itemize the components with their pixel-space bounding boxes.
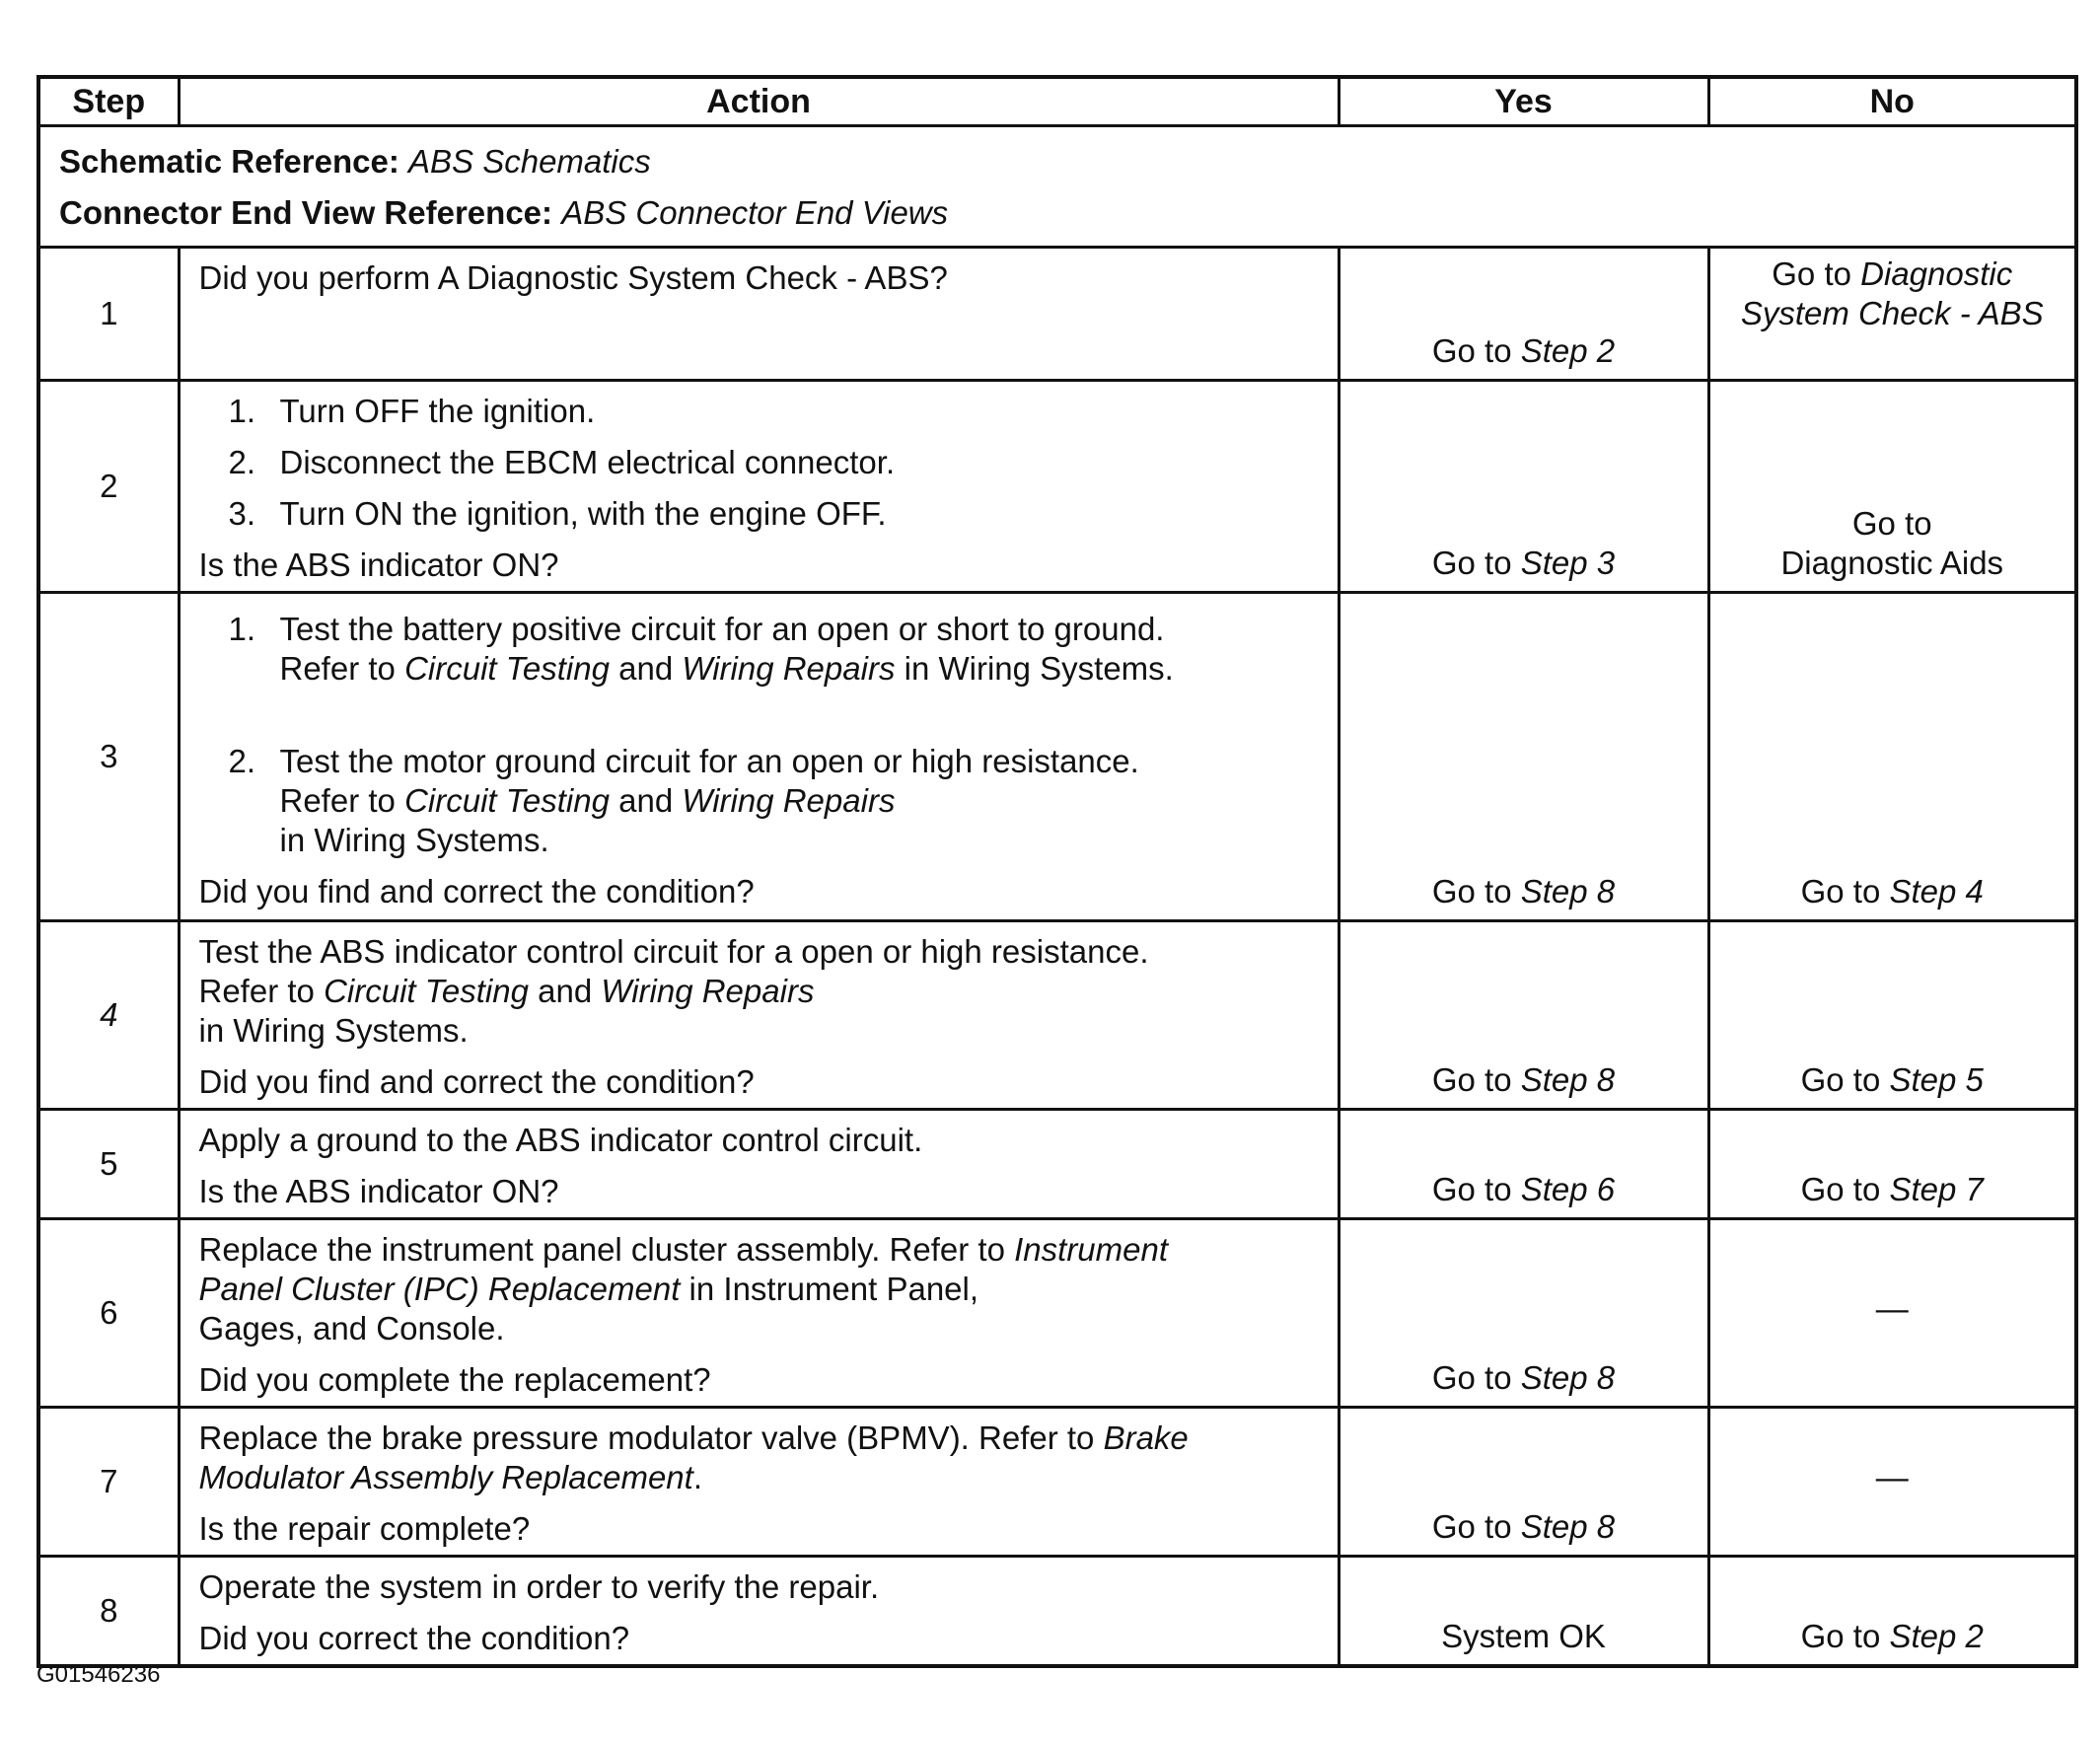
step-row (38, 1219, 2076, 1408)
no-go-to-label: Go to (1851, 505, 1932, 542)
schematic-reference (59, 136, 2056, 187)
action-cell (179, 1557, 1339, 1667)
yes-cell (1339, 248, 1708, 381)
step-number (38, 921, 179, 1110)
question-text: Is the ABS indicator ON? (198, 546, 559, 583)
list-item: 2. Disconnect the EBCM electrical connector. (228, 444, 896, 480)
yes-cell (1339, 381, 1708, 593)
go-to-label: Go to (1800, 873, 1881, 910)
yes-step-link: Step 8 (1520, 1508, 1616, 1545)
list-item-text: Turn OFF the ignition. (279, 393, 596, 429)
circuit-testing-ref: Circuit Testing (404, 650, 610, 687)
ipc-ref-part1: Instrument (1014, 1231, 1169, 1268)
step-row (38, 1557, 2076, 1667)
step-number: 2 (38, 381, 179, 593)
step-row (38, 381, 2076, 593)
bpmv-ref-part1: Brake (1103, 1419, 1189, 1456)
step-number: 1 (38, 248, 179, 381)
schematic-reference-value: ABS Schematics (408, 143, 651, 180)
go-to-label: Go to (1800, 1618, 1881, 1654)
question-text: Did you complete the replacement? (198, 1361, 711, 1398)
action-cell (179, 593, 1339, 921)
in-wiring-systems-text: in Wiring Systems. (904, 650, 1174, 687)
no-cell (1708, 1557, 2076, 1667)
no-cell (1708, 381, 2076, 593)
yes-step-link: Step 3 (1520, 545, 1616, 581)
and-text: and (618, 782, 674, 819)
question-text: Did you find and correct the condition? (198, 1063, 755, 1100)
action-text: in Instrument Panel, (688, 1271, 979, 1307)
circuit-testing-ref: Circuit Testing (404, 782, 610, 819)
refer-to-text: Refer to (198, 973, 315, 1009)
yes-cell (1339, 1110, 1708, 1219)
no-go-to-label: Go to (1772, 255, 1851, 292)
diagnostic-table (36, 75, 2078, 1668)
in-wiring-systems-text: in Wiring Systems. (279, 822, 549, 858)
question-text: Is the ABS indicator ON? (198, 1173, 559, 1209)
step-row (38, 248, 2076, 381)
go-to-label: Go to (1431, 545, 1512, 581)
go-to-label: Go to (1431, 332, 1512, 369)
step-row (38, 593, 2076, 921)
no-step-link: Step 2 (1889, 1618, 1984, 1654)
no-cell (1708, 1110, 2076, 1219)
go-to-label: Go to (1800, 1171, 1881, 1207)
step-row (38, 1110, 2076, 1219)
header-step: Step (38, 77, 179, 126)
no-step-link: Step 5 (1889, 1061, 1984, 1098)
step-number-text: 4 (100, 996, 118, 1033)
no-cell (1708, 1408, 2076, 1557)
list-item: 1. Turn OFF the ignition. (228, 393, 596, 429)
yes-cell (1339, 1408, 1708, 1557)
header-yes: Yes (1339, 77, 1708, 126)
step-row (38, 1408, 2076, 1557)
yes-cell (1339, 1219, 1708, 1408)
question-text: Did you find and correct the condition? (198, 873, 755, 910)
list-item-text: Turn ON the ignition, with the engine OFF. (279, 495, 887, 532)
and-text: and (618, 650, 674, 687)
go-to-label: Go to (1431, 1508, 1512, 1545)
action-text: Test the ABS indicator control circuit for a open or high resistance. (198, 933, 1149, 970)
reference-row (38, 126, 2076, 248)
action-text: Gages, and Console. (198, 1310, 505, 1347)
no-step-link: Step 7 (1889, 1171, 1984, 1207)
list-item: 2. Test the motor ground circuit for an open or high resistance. Refer to Circuit Testing and Wiring Repairs in Wiring Systems. (199, 742, 1322, 860)
yes-result: System OK (1441, 1618, 1606, 1654)
refer-to-text: Refer to (279, 782, 396, 819)
list-item-text: Disconnect the EBCM electrical connector. (279, 444, 896, 480)
no-cell (1708, 248, 2076, 381)
yes-step-link: Step 6 (1520, 1171, 1616, 1207)
step-number: 6 (38, 1219, 179, 1408)
go-to-label: Go to (1431, 873, 1512, 910)
yes-step-link: Step 2 (1520, 332, 1616, 369)
circuit-testing-ref: Circuit Testing (324, 973, 529, 1009)
yes-step-link: Step 8 (1520, 1061, 1616, 1098)
step-number: 7 (38, 1408, 179, 1557)
header-action: Action (179, 77, 1339, 126)
no-dash: — (1875, 1459, 1909, 1495)
list-item: 1. Test the battery positive circuit for an open or short to ground. Refer to Circuit Testing and Wiring Repairs in Wiring Systems. (199, 610, 1322, 689)
no-cell (1708, 921, 2076, 1110)
list-item-text: Test the battery positive circuit for an open or short to ground. (279, 611, 1165, 647)
no-cell (1708, 1219, 2076, 1408)
yes-step-link: Step 8 (1520, 1359, 1616, 1396)
bpmv-ref-part2: Modulator Assembly Replacement (198, 1459, 693, 1495)
action-cell (179, 1110, 1339, 1219)
action-cell (179, 1408, 1339, 1557)
step-number: 3 (38, 593, 179, 921)
no-target: Diagnostic Aids (1780, 545, 2004, 581)
in-wiring-systems-text: in Wiring Systems. (198, 1012, 469, 1049)
question-text: Did you perform A Diagnostic System Check - ABS? (198, 259, 948, 296)
period: . (692, 1459, 703, 1495)
go-to-label: Go to (1800, 1061, 1881, 1098)
no-cell (1708, 593, 2076, 921)
action-text: Operate the system in order to verify the repair. (198, 1568, 880, 1605)
header-row (38, 77, 2076, 126)
schematic-reference-label: Schematic Reference: (59, 143, 399, 180)
header-no: No (1708, 77, 2076, 126)
go-to-label: Go to (1431, 1061, 1512, 1098)
connector-reference-value: ABS Connector End Views (561, 194, 949, 231)
no-target-line2: System Check - ABS (1740, 295, 2044, 331)
figure-id: G01546236 (36, 1661, 161, 1688)
yes-cell (1339, 1557, 1708, 1667)
yes-cell (1339, 593, 1708, 921)
action-text: Apply a ground to the ABS indicator control circuit. (198, 1122, 923, 1158)
refer-to-text: Refer to (279, 650, 396, 687)
wiring-repairs-ref: Wiring Repairs (601, 973, 815, 1009)
list-item-text: Test the motor ground circuit for an open or high resistance. (279, 743, 1139, 779)
wiring-repairs-ref: Wiring Repairs (682, 782, 896, 819)
step-number: 8 (38, 1557, 179, 1667)
action-cell (179, 921, 1339, 1110)
action-cell (179, 381, 1339, 593)
no-dash: — (1875, 1290, 1909, 1327)
step-number: 5 (38, 1110, 179, 1219)
step-row (38, 921, 2076, 1110)
go-to-label: Go to (1431, 1171, 1512, 1207)
go-to-label: Go to (1431, 1359, 1512, 1396)
question-text: Did you correct the condition? (198, 1620, 630, 1656)
yes-step-link: Step 8 (1520, 873, 1616, 910)
and-text: and (538, 973, 593, 1009)
action-text: Replace the instrument panel cluster assembly. Refer to (198, 1231, 1005, 1268)
list-item: 3. Turn ON the ignition, with the engine OFF. (228, 495, 887, 532)
question-text: Is the repair complete? (198, 1510, 531, 1547)
action-cell (179, 248, 1339, 381)
numbered-list (199, 392, 1322, 534)
action-text: Replace the brake pressure modulator valve (BPMV). Refer to (198, 1419, 1095, 1456)
no-target-line1: Diagnostic (1860, 255, 2013, 292)
connector-reference-label: Connector End View Reference: (59, 194, 553, 231)
connector-reference (59, 187, 2056, 239)
yes-cell (1339, 921, 1708, 1110)
ipc-ref-part2: Panel Cluster (IPC) Replacement (198, 1271, 681, 1307)
no-step-link: Step 4 (1889, 873, 1984, 910)
wiring-repairs-ref: Wiring Repairs (682, 650, 896, 687)
action-cell (179, 1219, 1339, 1408)
